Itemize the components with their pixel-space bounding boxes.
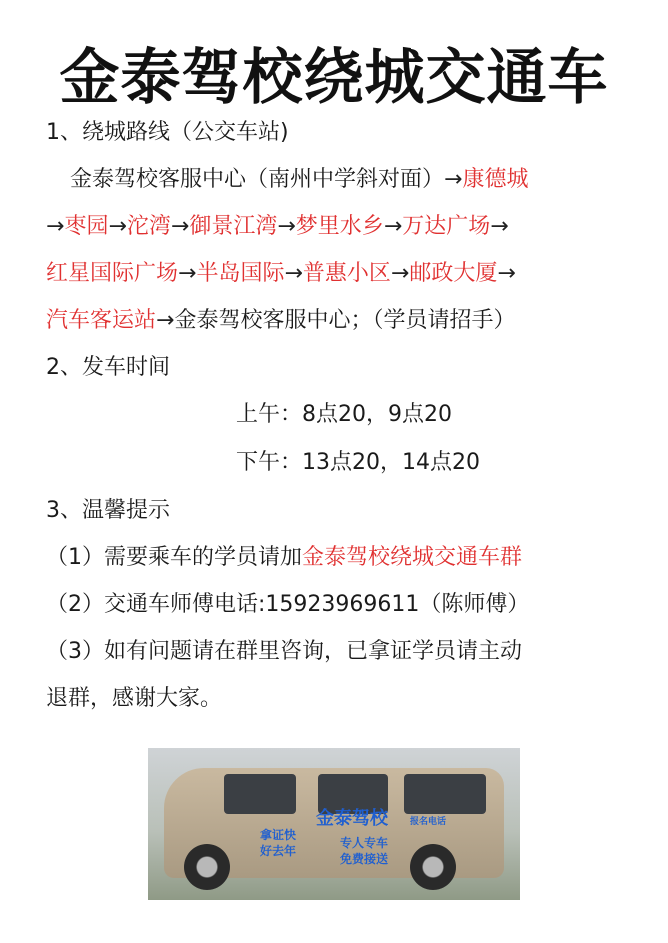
van-service: 专人专车 [340, 836, 389, 850]
section2-heading: 2、发车时间 [46, 355, 170, 380]
route-line-3 [46, 259, 516, 289]
van-wheel [184, 844, 230, 890]
route-stop: 红星国际广场 [46, 261, 179, 286]
van-slogan: 好去年 [260, 844, 297, 858]
route-stop: 沱湾 [126, 214, 171, 239]
route-line-4 [46, 306, 515, 336]
van-slogan: 拿证快 [260, 828, 297, 842]
route-arrow: → [170, 214, 190, 239]
tip-2: （2）交通车师傅电话:15923969611（陈师傅） [46, 592, 530, 617]
route-stop: 康德城 [462, 167, 529, 192]
departure-afternoon: 下午：13点20，14点20 [236, 450, 480, 475]
route-arrow: → [108, 214, 127, 239]
route-end: 金泰驾校客服中心；（学员请招手） [174, 308, 516, 333]
route-arrow: → [156, 308, 175, 333]
route-stop: 汽车客运站 [46, 308, 157, 333]
tip-3-line-1: （3）如有问题请在群里咨询，已拿证学员请主动 [46, 639, 522, 664]
route-arrow: → [383, 214, 403, 239]
page-title: 金泰驾校绕城交通车 [59, 43, 609, 113]
route-stop: 半岛国际 [196, 261, 285, 286]
route-line-2 [46, 212, 509, 242]
route-arrow: → [490, 214, 509, 239]
van-photo [148, 748, 520, 900]
route-stop: 枣园 [64, 214, 109, 239]
route-arrow: → [46, 214, 65, 239]
section1-heading: 1、绕城路线（公交车站) [46, 120, 289, 145]
route-arrow: → [277, 214, 296, 239]
wechat-group-name: 金泰驾校绕城交通车群 [302, 545, 523, 570]
route-stop: 万达广场 [402, 214, 491, 239]
route-arrow: → [178, 261, 197, 286]
route-stop: 普惠小区 [302, 261, 391, 286]
route-stop: 御景江湾 [189, 214, 278, 239]
van-brand: 金泰驾校 [316, 808, 388, 829]
section3-heading: 3、温馨提示 [46, 498, 170, 523]
van-window [224, 774, 296, 814]
van-window [404, 774, 486, 814]
tip-1-text: （1）需要乘车的学员请加 [46, 545, 302, 570]
van-wheel [410, 844, 456, 890]
route-stop: 邮政大厦 [409, 261, 498, 286]
departure-morning: 上午：8点20，9点20 [236, 402, 452, 427]
tip-3-line-2: 退群，感谢大家。 [46, 686, 223, 711]
route-arrow: → [497, 261, 516, 286]
route-start: 金泰驾校客服中心（南州中学斜对面） [70, 167, 445, 192]
route-line-1 [70, 165, 528, 195]
van-service: 免费接送 [340, 852, 389, 866]
route-arrow: → [444, 167, 463, 192]
route-arrow: → [390, 261, 410, 286]
route-arrow: → [284, 261, 303, 286]
van-phone-label: 报名电话 [410, 817, 447, 827]
tip-1 [46, 543, 522, 573]
route-stop: 梦里水乡 [295, 214, 384, 239]
